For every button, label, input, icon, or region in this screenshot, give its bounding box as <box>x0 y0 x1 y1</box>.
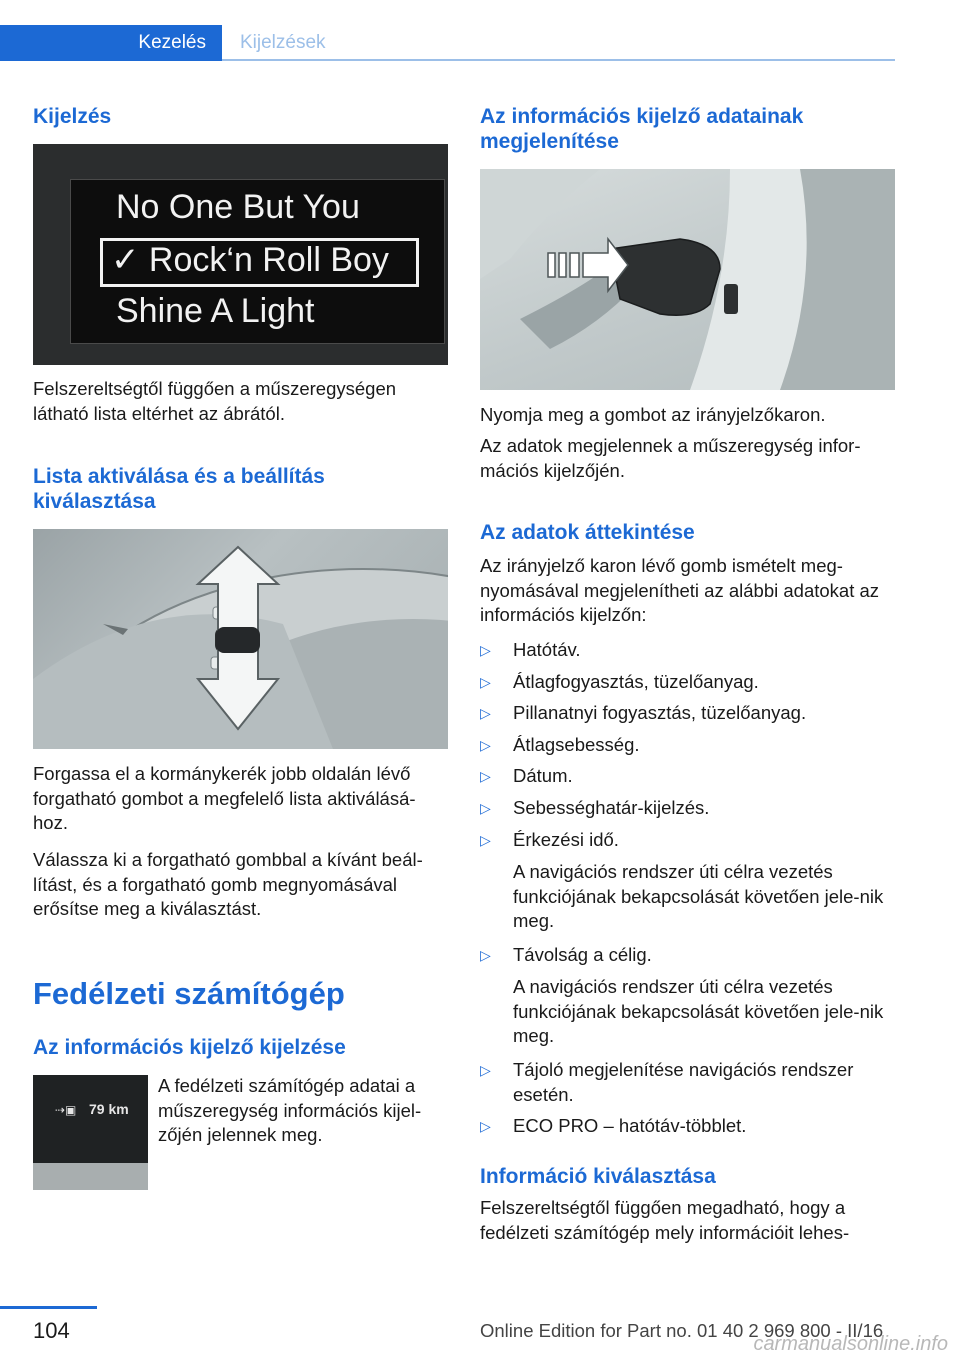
list-item-text: Tájoló megjelenítése navigációs rendszer esetén. <box>513 1059 854 1105</box>
triangle-bullet-icon: ▷ <box>480 705 491 721</box>
figure-indicator-lever <box>480 169 895 390</box>
triangle-bullet-icon: ▷ <box>480 768 491 784</box>
list-item-text: Sebességhatár-kijelzés. <box>513 797 710 818</box>
lever-illustration <box>480 169 895 390</box>
triangle-bullet-icon: ▷ <box>480 674 491 690</box>
heading-select-info: Információ kiválasztása <box>480 1165 716 1188</box>
triangle-bullet-icon: ▷ <box>480 800 491 816</box>
header-divider <box>222 59 895 61</box>
list-item-text: Dátum. <box>513 765 573 786</box>
fuel-range-icon: ⇢▣ <box>55 1103 77 1117</box>
triangle-bullet-icon: ▷ <box>480 642 491 658</box>
paragraph-overview: Az irányjelző karon lévő gomb ismételt meg‐nyomásával megjelenítheti az alábbi adatokat az információs kijelzőn: <box>480 555 880 625</box>
list-item-text: Távolság a célig. <box>513 944 652 965</box>
heading-display: Kijelzés <box>33 105 112 128</box>
paragraph-appear: Az adatok megjelennek a műszeregység infor‐mációs kijelzőjén. <box>480 435 861 481</box>
display-line-1: No One But You <box>116 188 360 226</box>
edition-note: Online Edition for Part no. 01 40 2 969 800 - II/16 <box>480 1320 884 1341</box>
heading-list-activation: Lista aktiválása és a beállítás kiválasztása <box>33 465 325 513</box>
tab-kijelzesek[interactable]: Kijelzések <box>240 32 326 53</box>
caption-display: Felszereltségtől függően a műszeregységen látható lista eltérhet az ábrától. <box>33 378 397 424</box>
list-item-text: ECO PRO – hatótáv-többlet. <box>513 1115 747 1136</box>
data-item-list <box>480 638 895 1148</box>
paragraph-rotate: Forgassa el a kormánykerék jobb oldalán lévő forgatható gombot a megfelelő lista aktiválásá‐hoz. <box>33 763 416 833</box>
triangle-bullet-icon: ▷ <box>480 947 491 963</box>
display-line-3: Shine A Light <box>116 292 315 330</box>
footer-accent-line <box>0 1306 97 1309</box>
list-item-text: Átlagfogyasztás, tüzelőanyag. <box>513 671 759 692</box>
figure-steering-wheel <box>33 529 448 749</box>
triangle-bullet-icon: ▷ <box>480 1118 491 1134</box>
page-number: 104 <box>33 1318 70 1343</box>
paragraph-select-info: Felszereltségtől függően megadható, hogy a fedélzeti számítógép mely információit lehes‐ <box>480 1197 850 1243</box>
heading-show-data: Az információs kijelző adatainak megjelenítése <box>480 105 804 153</box>
display-line-2: ✓ Rock‘n Roll Boy <box>111 241 389 279</box>
heading-info-display: Az információs kijelző kijelzése <box>33 1036 346 1059</box>
triangle-bullet-icon: ▷ <box>480 737 491 753</box>
list-item-text: Pillanatnyi fogyasztás, tüzelőanyag. <box>513 702 807 723</box>
list-item-note: A navigációs rendszer úti célra vezetés funkciójának bekapcsolását követően jele‐nik meg. <box>513 861 884 931</box>
list-item-text: Érkezési idő. <box>513 829 619 850</box>
heading-board-computer: Fedélzeti számítógép <box>33 976 345 1011</box>
tab-kezeles[interactable]: Kezelés <box>0 25 222 61</box>
list-item-text: Átlagsebesség. <box>513 734 640 755</box>
display-bezel <box>33 1163 148 1190</box>
steering-wheel-illustration <box>33 529 448 749</box>
paragraph-select: Válassza ki a forgatható gombbal a kívánt beál‐lítást, és a forgatható gomb megnyomásával erősítse meg a kiválasztást. <box>33 849 423 919</box>
small-display-screen <box>33 1075 148 1163</box>
paragraph-press: Nyomja meg a gombot az irányjelzőkaron. <box>480 404 826 425</box>
triangle-bullet-icon: ▷ <box>480 1062 491 1078</box>
triangle-bullet-icon: ▷ <box>480 832 491 848</box>
heading-overview: Az adatok áttekintése <box>480 521 695 544</box>
paragraph-info: A fedélzeti számítógép adatai a műszeregység információs kijel‐zőjén jelennek meg. <box>158 1075 422 1145</box>
display-screen <box>70 179 445 344</box>
small-display-value: 79 km <box>89 1101 129 1117</box>
figure-small-display <box>33 1075 148 1190</box>
header-tabs <box>0 25 895 61</box>
figure-list-display <box>33 144 448 365</box>
watermark-logo: carmanualsonline.info <box>753 1333 948 1355</box>
list-item-text: Hatótáv. <box>513 639 581 660</box>
list-item-note: A navigációs rendszer úti célra vezetés funkciójának bekapcsolását követően jele‐nik meg. <box>513 976 884 1046</box>
